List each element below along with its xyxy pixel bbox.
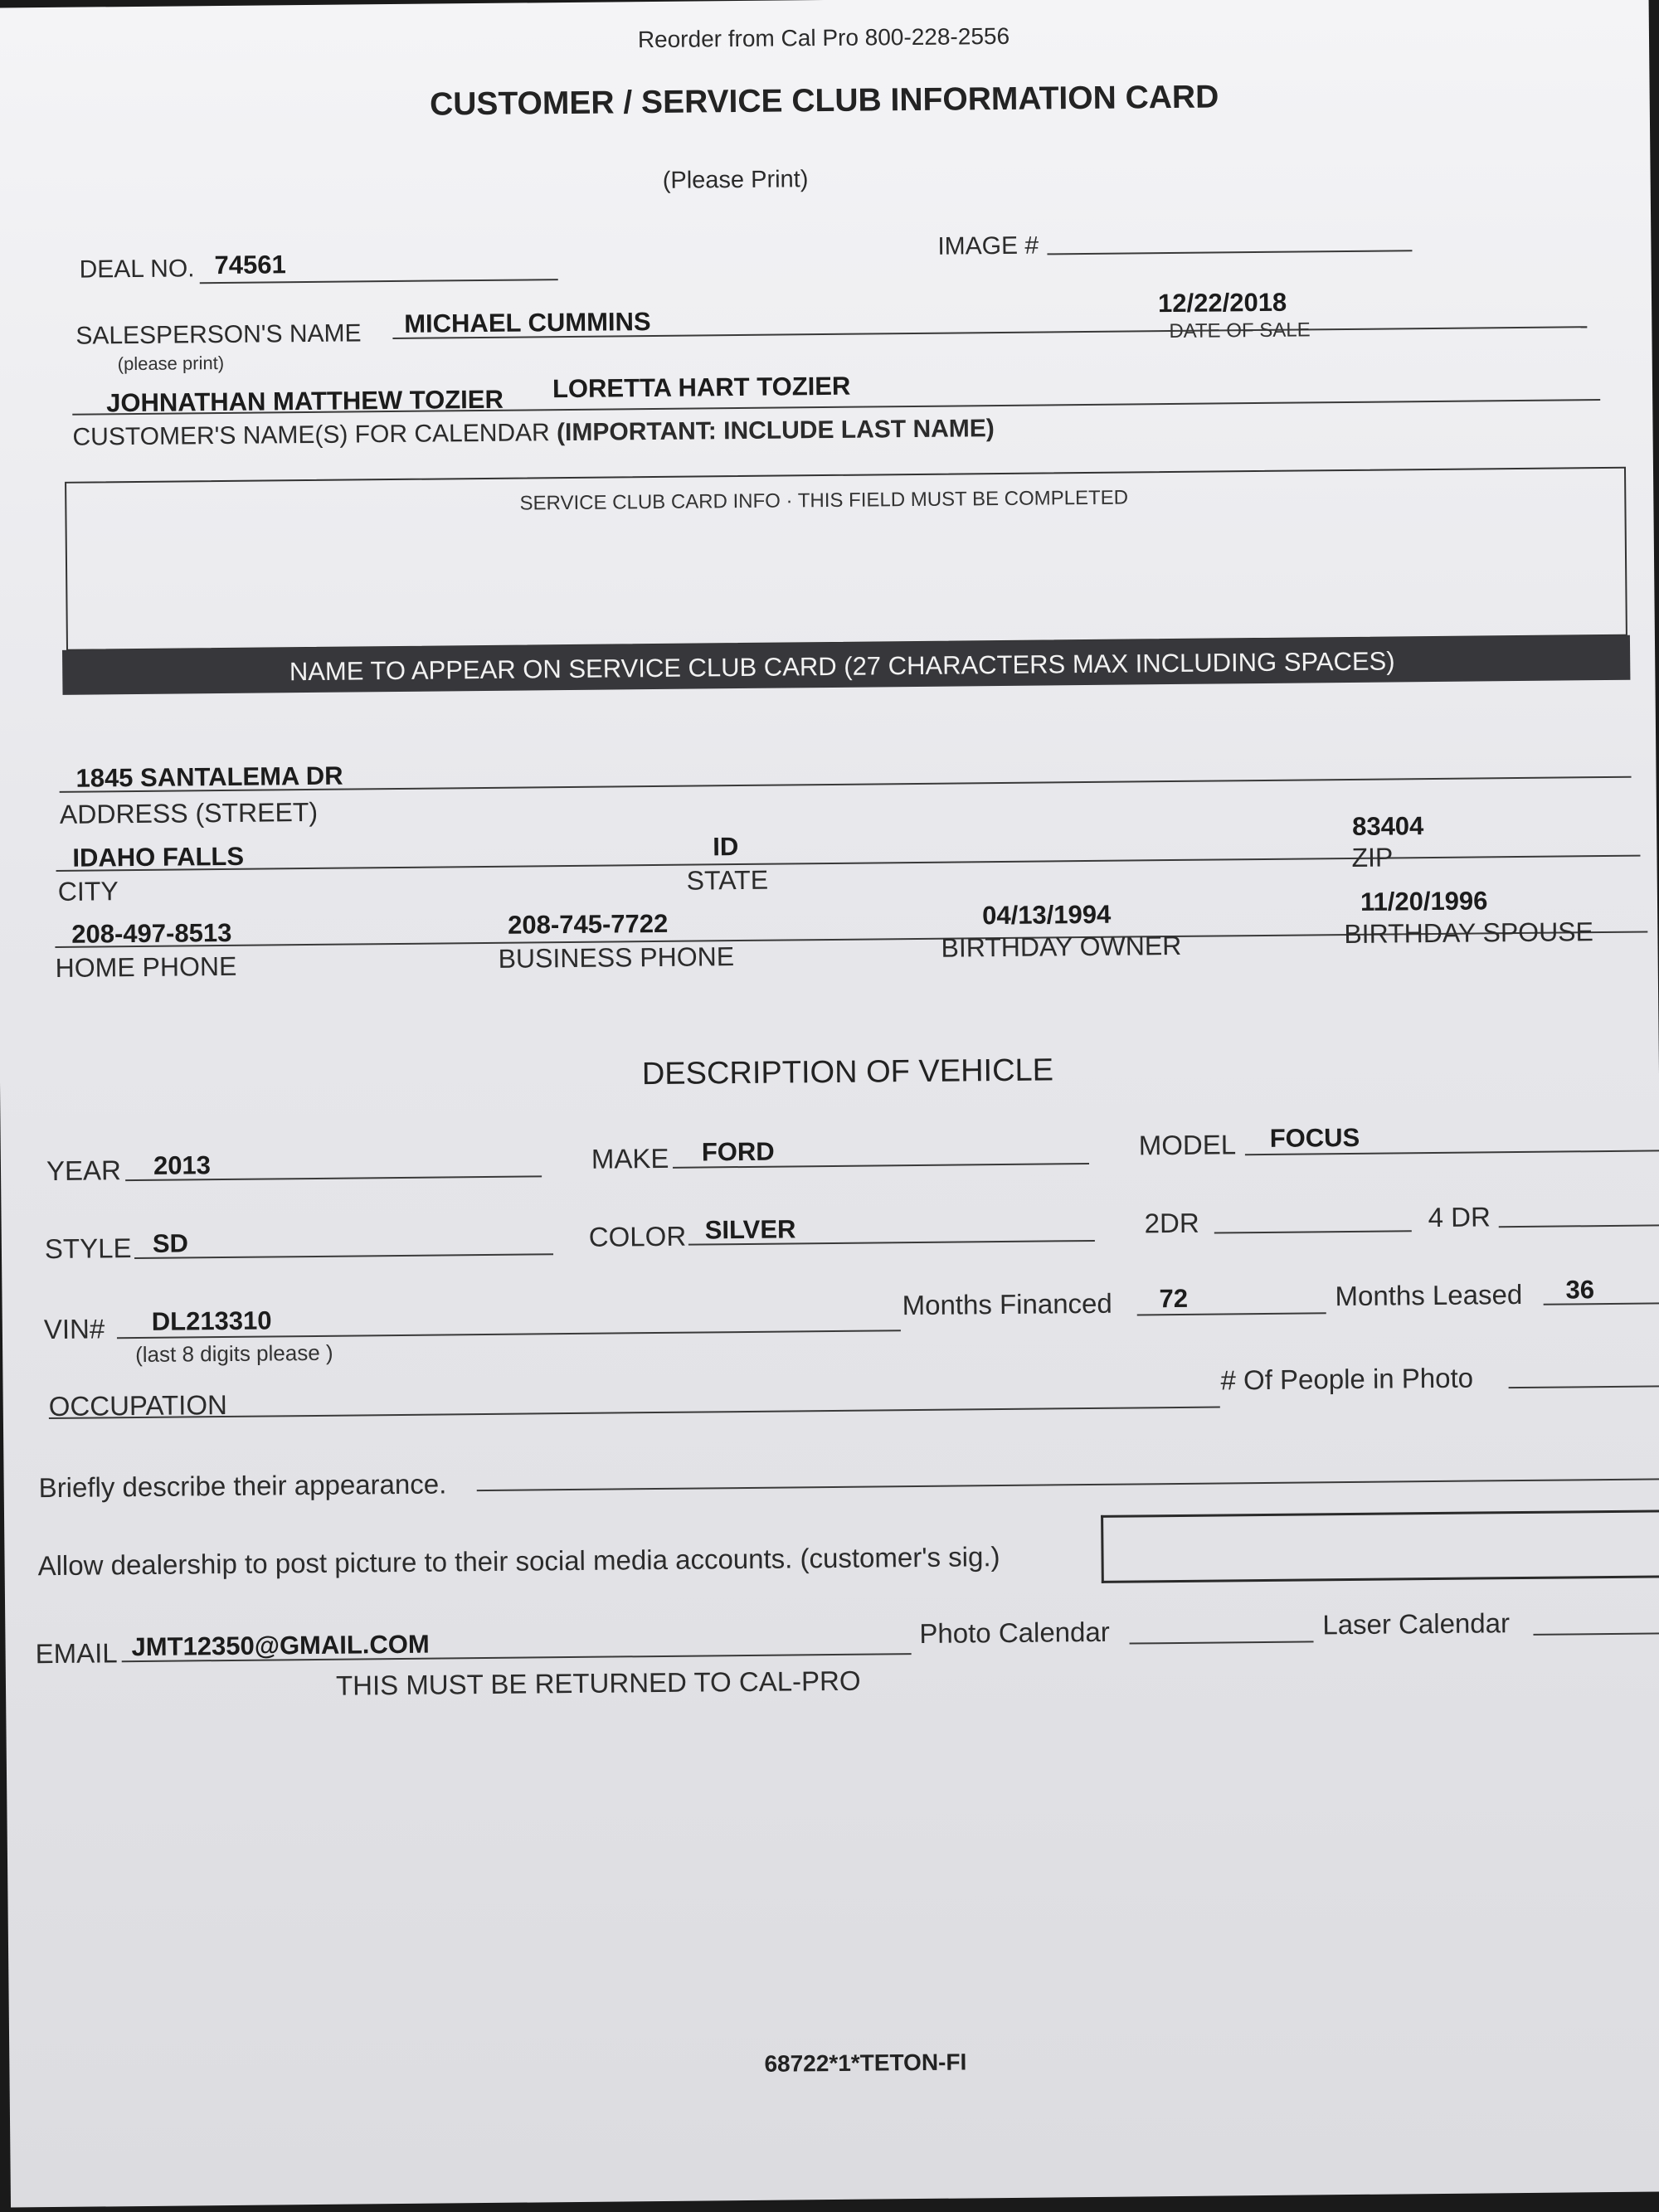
customer-names-label-text: CUSTOMER'S NAME(S) FOR CALENDAR: [72, 419, 550, 451]
months-leased-label: Months Leased: [1335, 1278, 1523, 1312]
signature-box[interactable]: [1101, 1510, 1659, 1583]
salesperson-label: SALESPERSON'S NAME: [75, 319, 362, 350]
return-note: THIS MUST BE RETURNED TO CAL-PRO: [335, 1665, 861, 1701]
four-door-label: 4 DR: [1428, 1201, 1491, 1233]
form-code: 68722*1*TETON-FI: [764, 2049, 967, 2077]
service-club-heading: SERVICE CLUB CARD INFO · THIS FIELD MUST BE COMPLETED: [519, 486, 1129, 515]
customer-names-label: [72, 415, 995, 452]
city-value[interactable]: IDAHO FALLS: [72, 841, 245, 873]
months-leased-line: [1544, 1302, 1659, 1305]
form-title: CUSTOMER / SERVICE CLUB INFORMATION CARD: [429, 79, 1219, 123]
reorder-note: Reorder from Cal Pro 800-228-2556: [637, 22, 1010, 53]
vehicle-heading: DESCRIPTION OF VEHICLE: [641, 1053, 1054, 1092]
zip-value[interactable]: 83404: [1351, 811, 1424, 841]
customer-name-2[interactable]: LORETTA HART TOZIER: [552, 371, 851, 404]
business-phone-value[interactable]: 208-745-7722: [508, 908, 669, 940]
business-phone-label: BUSINESS PHONE: [498, 941, 735, 974]
birthday-owner-label: BIRTHDAY OWNER: [941, 930, 1182, 963]
please-print-note: (Please Print): [662, 166, 809, 194]
photo-calendar-label: Photo Calendar: [919, 1616, 1110, 1649]
customer-names-label-important: (IMPORTANT: INCLUDE LAST NAME): [556, 415, 995, 447]
laser-calendar-label: Laser Calendar: [1322, 1607, 1511, 1641]
months-financed-label: Months Financed: [902, 1287, 1112, 1321]
image-no-line: [1047, 250, 1412, 255]
home-phone-value[interactable]: 208-497-8513: [71, 917, 232, 949]
email-label: EMAIL: [35, 1637, 118, 1670]
make-value[interactable]: FORD: [701, 1136, 775, 1167]
model-value[interactable]: FOCUS: [1269, 1122, 1360, 1153]
salesperson-sublabel: (please print): [117, 352, 225, 375]
deal-no-value[interactable]: 74561: [214, 250, 286, 280]
zip-label: ZIP: [1351, 842, 1394, 873]
service-club-banner-text: NAME TO APPEAR ON SERVICE CLUB CARD (27 CHARACTERS MAX INCLUDING SPACES): [289, 646, 1395, 687]
appearance-line[interactable]: [477, 1478, 1659, 1491]
date-of-sale-label: DATE OF SALE: [1169, 318, 1311, 343]
style-label: STYLE: [44, 1232, 132, 1265]
year-value[interactable]: 2013: [153, 1150, 212, 1180]
occupation-label: OCCUPATION: [48, 1388, 228, 1422]
color-label: COLOR: [588, 1220, 687, 1252]
state-value[interactable]: ID: [713, 832, 739, 862]
birthday-spouse-value[interactable]: 11/20/1996: [1360, 886, 1488, 916]
model-label: MODEL: [1138, 1129, 1237, 1161]
color-value[interactable]: SILVER: [704, 1214, 796, 1245]
four-door-line[interactable]: [1499, 1224, 1659, 1228]
photo-calendar-line[interactable]: [1130, 1641, 1314, 1644]
year-label: YEAR: [46, 1155, 122, 1187]
two-door-label: 2DR: [1144, 1207, 1199, 1239]
people-in-photo-line[interactable]: [1509, 1385, 1659, 1388]
date-of-sale-value[interactable]: 12/22/2018: [1157, 287, 1287, 318]
email-value[interactable]: JMT12350@GMAIL.COM: [131, 1629, 430, 1662]
state-label: STATE: [686, 864, 769, 896]
birthday-owner-value[interactable]: 04/13/1994: [981, 899, 1112, 931]
customer-name-1[interactable]: JOHNATHAN MATTHEW TOZIER: [105, 384, 504, 418]
laser-calendar-line[interactable]: [1533, 1632, 1659, 1636]
home-phone-label: HOME PHONE: [55, 950, 237, 983]
appearance-label: Briefly describe their appearance.: [38, 1468, 447, 1504]
months-leased-value[interactable]: 36: [1565, 1275, 1595, 1305]
image-no-label: IMAGE #: [937, 231, 1039, 260]
style-value[interactable]: SD: [152, 1228, 189, 1258]
salesperson-value[interactable]: MICHAEL CUMMINS: [404, 307, 651, 338]
people-in-photo-label: # Of People in Photo: [1220, 1362, 1474, 1396]
deal-no-label: DEAL NO.: [79, 255, 195, 284]
style-line: [134, 1253, 553, 1259]
street-label: ADDRESS (STREET): [59, 796, 319, 829]
make-label: MAKE: [591, 1142, 669, 1174]
months-financed-value[interactable]: 72: [1159, 1283, 1189, 1314]
birthday-spouse-label: BIRTHDAY SPOUSE: [1344, 916, 1594, 950]
two-door-line[interactable]: [1214, 1230, 1412, 1233]
vin-note: (last 8 digits please ): [135, 1339, 333, 1368]
vin-value[interactable]: DL213310: [151, 1305, 272, 1336]
city-label: CITY: [57, 876, 119, 907]
vin-label: VIN#: [43, 1313, 105, 1345]
social-media-label: Allow dealership to post picture to their social media accounts. (customer's sig.): [37, 1541, 1000, 1582]
city-line: [56, 855, 1641, 872]
street-value[interactable]: 1845 SANTALEMA DR: [75, 761, 343, 793]
